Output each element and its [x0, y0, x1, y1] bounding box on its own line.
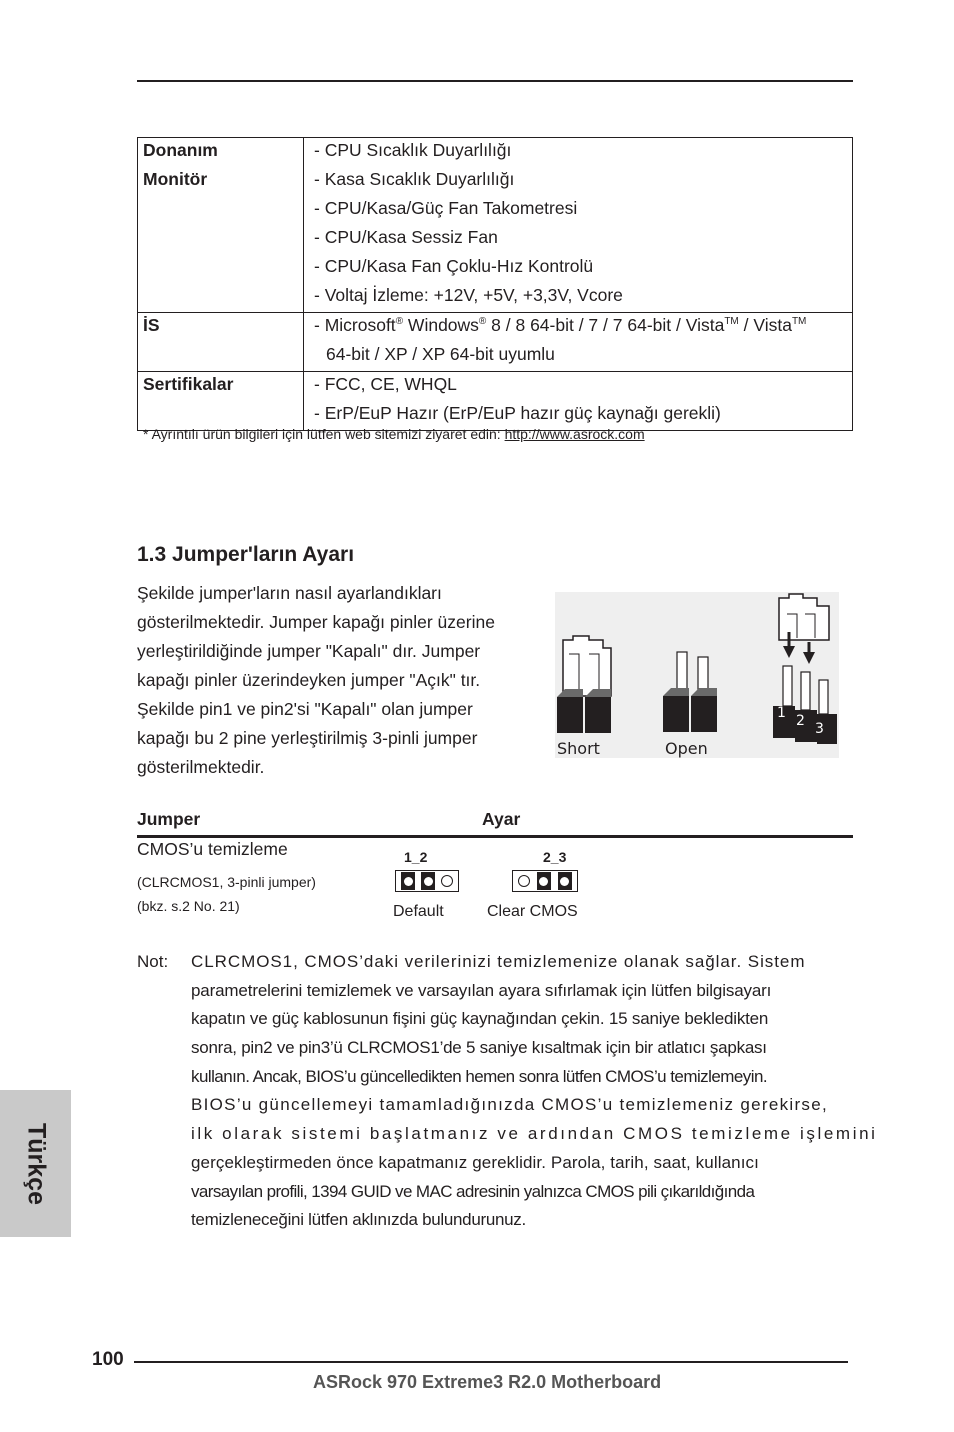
- jumper-table-rule: [137, 835, 853, 838]
- open-jumper-illustration: [663, 652, 717, 732]
- page-number: 100: [92, 1349, 124, 1370]
- clear-cmos-jumper-ref: (bkz. s.2 No. 21): [137, 898, 240, 914]
- jumper-diagram: [555, 592, 839, 758]
- clear-cmos-jumper-name: CMOS’u temizleme: [137, 839, 288, 859]
- three-pin-jumper-illustration: [773, 594, 837, 744]
- setting-column-header: Ayar: [482, 809, 521, 829]
- open-label: Open: [665, 739, 708, 758]
- spec-table: [137, 137, 853, 431]
- spec-values-os: - Microsoft® Windows® 8 / 8 64-bit / 7 / 7 64-bit / Vista™ / Vista™ 64-bit / XP / XP 64-bit uyumlu: [304, 313, 853, 372]
- clear-cmos-jumper-detail: (CLRCMOS1, 3-pinli jumper): [137, 874, 316, 890]
- spec-label-certifications: Sertifikalar: [138, 372, 304, 431]
- short-jumper-illustration: [557, 636, 611, 733]
- short-label: Short: [557, 739, 600, 758]
- pin-number-1: 1: [777, 705, 786, 721]
- section-paragraph: Şekilde jumper'ların nasıl ayarlandıkları gösterilmektedir. Jumper kapağı pinler üzerine yerleştirildiğinde jumper "Kapalı" dır. Jumper kapağı pinler üzerindeyken jumper "Açık" tır. Şekilde pin1 ve pin2'si "Kapalı" olan jumper kapağı bu 2 pine yerleştirilmiş 3-pinli jumper gösterilmektedir.: [137, 583, 495, 777]
- default-jumper-pins: [395, 870, 459, 892]
- pin-number-3: 3: [815, 721, 824, 737]
- clear-cmos-setting-label: Clear CMOS: [487, 903, 578, 920]
- pin-number-2: 2: [796, 713, 805, 729]
- clear-pin-label: 2_3: [543, 849, 567, 865]
- language-tab-label: Türkçe: [22, 1122, 50, 1205]
- header-rule: [137, 80, 853, 82]
- footer-rule: [134, 1361, 848, 1363]
- note-prefix: Not:: [137, 952, 169, 971]
- language-tab: [0, 1090, 71, 1237]
- default-pin-label: 1_2: [404, 849, 428, 865]
- default-setting-label: Default: [393, 903, 444, 920]
- product-name: ASRock 970 Extreme3 R2.0 Motherboard: [313, 1372, 662, 1392]
- clear-cmos-jumper-pins: [512, 870, 578, 892]
- spec-values-certifications: - FCC, CE, WHQL - ErP/EuP Hazır (ErP/EuP hazır güç kaynağı gerekli): [304, 372, 853, 431]
- asrock-website-link[interactable]: http://www.asrock.com: [504, 426, 645, 442]
- spec-label-os: İS: [138, 313, 304, 372]
- section-title: 1.3 Jumper'ların Ayarı: [137, 543, 355, 566]
- jumper-column-header: Jumper: [137, 809, 201, 829]
- note-text: CLRCMOS1, CMOS’daki verilerinizi temizlemenize olanak sağlar. Sistem parametrelerini temizlemek ve varsayılan ayara sıfırlamak için lütfen bilgisayarı kapatın ve güç kablosunun fişini güç kaynağından çekin. 15 saniye bekledikten sonra, pin2 ve pin3’ü CLRCMOS1’de 5 saniye kısaltmak için bir atlatıcı şapkası kullanın. Ancak, BIOS’u güncelledikten hemen sonra lütfen CMOS’u temizlemeyin. BIOS’u güncellemeyi tamamladığınızda CMOS’u temizlemeniz gerekirse, ilk olarak sistemi başlatmanız ve ardından CMOS temizleme işlemini gerçekleştirmeden önce kapatmanız gereklidir. Parola, tarih, saat, kullanıcı varsayılan profili, 1394 GUID ve MAC adresinin yalnızca CMOS pili çıkarıldığında temizleneceğini lütfen aklınızda bulundurunuz.: [191, 952, 878, 1230]
- spec-values-hardware-monitor: - CPU Sıcaklık Duyarlılığı - Kasa Sıcaklık Duyarlılığı - CPU/Kasa/Güç Fan Takometresi - CPU/Kasa Sessiz Fan - CPU/Kasa Fan Çoklu-Hız Kontrolü - Voltaj İzleme: +12V, +5V, +3,3V, Vcore: [304, 138, 853, 313]
- spec-label-hardware-monitor: Donanım Monitör: [138, 138, 304, 313]
- spec-footnote: * Ayrıntılı ürün bilgileri için lütfen web sitemizi ziyaret edin: http://www.asrock.com: [143, 426, 645, 442]
